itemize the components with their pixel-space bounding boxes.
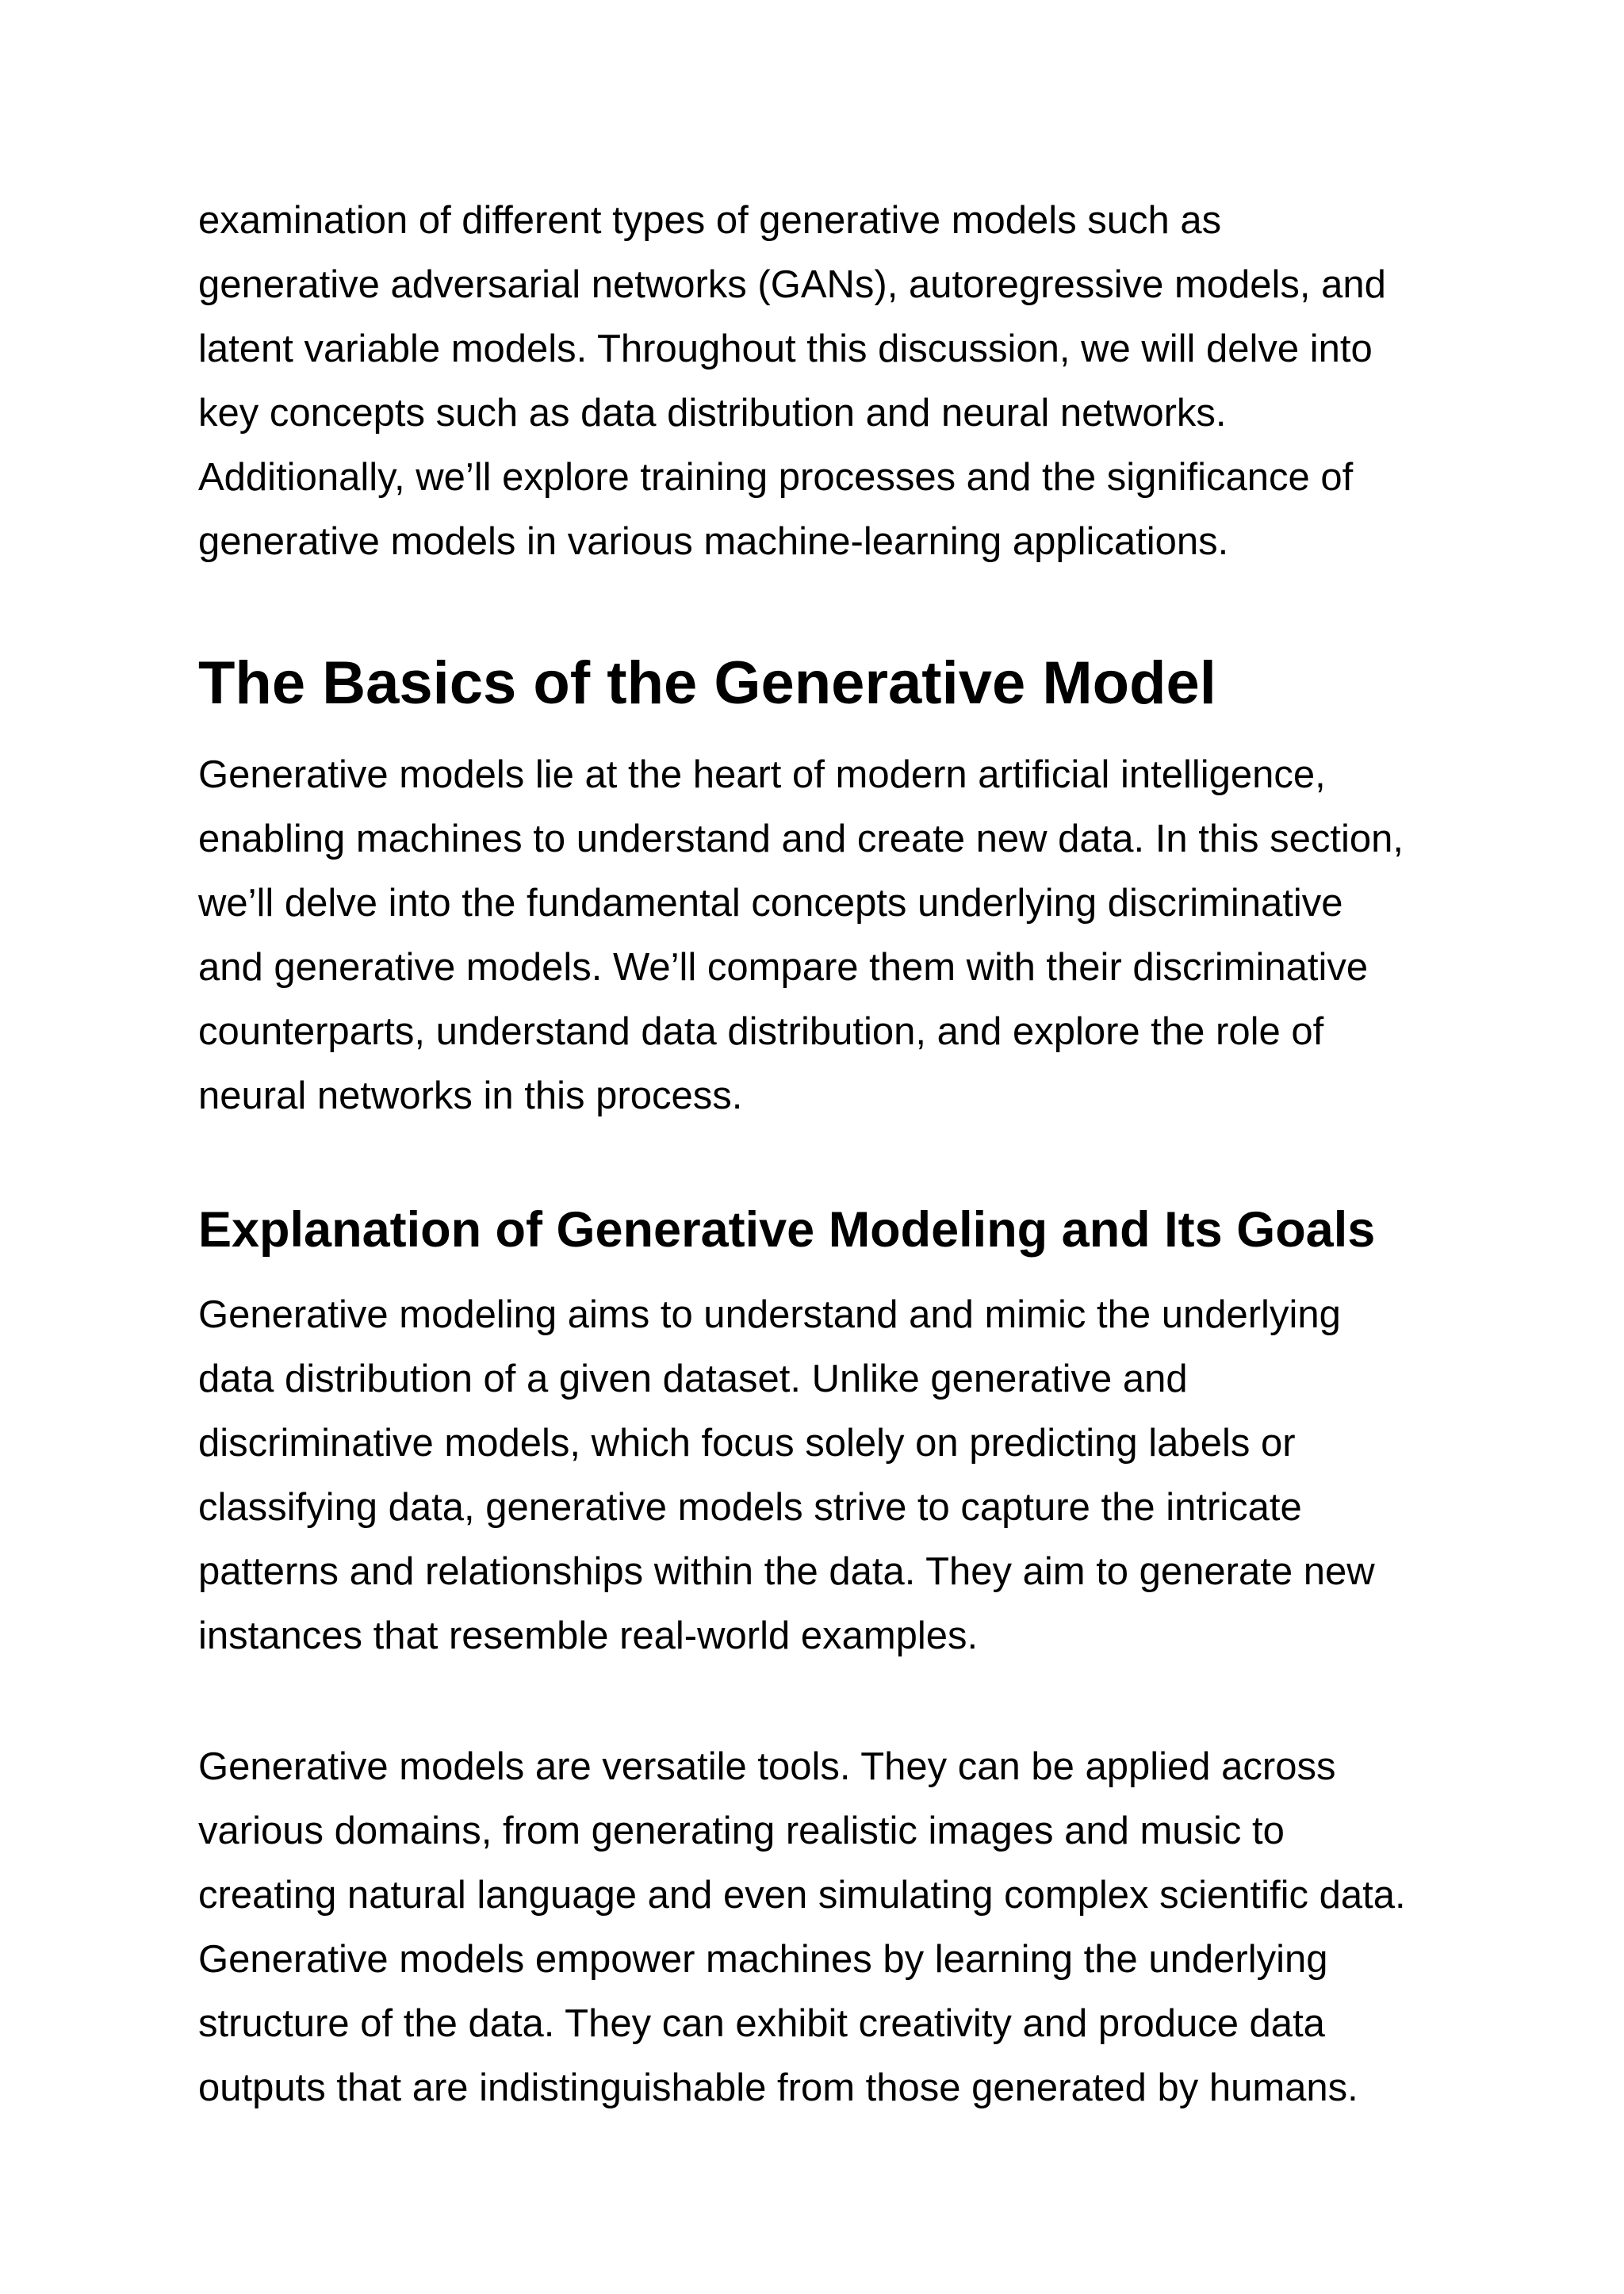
text-line: Generative models are versatile tools. They can be applied across [198, 1745, 1336, 1788]
section-paragraph [198, 743, 1404, 1128]
text-line: we’ll delve into the fundamental concepts underlying discriminative [198, 882, 1343, 925]
text-line: Generative models empower machines by learning the underlying [198, 1938, 1328, 1981]
text-line: Generative models lie at the heart of modern artificial intelligence, [198, 753, 1326, 796]
text-line: counterparts, understand data distribution, and explore the role of [198, 1010, 1324, 1053]
text-line: examination of different types of generative models such as [198, 199, 1222, 242]
subsection-heading: Explanation of Generative Modeling and Its Goals [198, 1202, 1376, 1258]
text-line: neural networks in this process. [198, 1074, 743, 1117]
text-line: latent variable models. Throughout this discussion, we will delve into [198, 327, 1373, 370]
text-line: Additionally, we’ll explore training processes and the significance of [198, 456, 1354, 499]
text-line: generative adversarial networks (GANs), autoregressive models, and [198, 263, 1386, 306]
text-line: discriminative models, which focus solely on predicting labels or [198, 1422, 1296, 1465]
text-line: instances that resemble real-world examples. [198, 1614, 979, 1657]
subsection-paragraph-2 [198, 1735, 1406, 2120]
intro-paragraph [198, 189, 1386, 574]
text-line: creating natural language and even simulating complex scientific data. [198, 1874, 1406, 1917]
text-line: patterns and relationships within the data. They aim to generate new [198, 1550, 1375, 1593]
text-line: data distribution of a given dataset. Unlike generative and [198, 1358, 1188, 1400]
text-line: and generative models. We’ll compare them with their discriminative [198, 946, 1369, 989]
text-line: enabling machines to understand and create new data. In this section, [198, 818, 1404, 860]
text-line: Generative modeling aims to understand and mimic the underlying [198, 1293, 1341, 1336]
text-line: classifying data, generative models strive to capture the intricate [198, 1486, 1302, 1529]
text-line: outputs that are indistinguishable from those generated by humans. [198, 2066, 1358, 2109]
subsection-paragraph-1 [198, 1283, 1375, 1668]
text-line: structure of the data. They can exhibit creativity and produce data [198, 2002, 1325, 2045]
text-line: generative models in various machine-learning applications. [198, 520, 1229, 563]
text-line: various domains, from generating realistic images and music to [198, 1810, 1285, 1852]
text-line: key concepts such as data distribution and neural networks. [198, 392, 1227, 435]
section-heading: The Basics of the Generative Model [198, 649, 1216, 717]
